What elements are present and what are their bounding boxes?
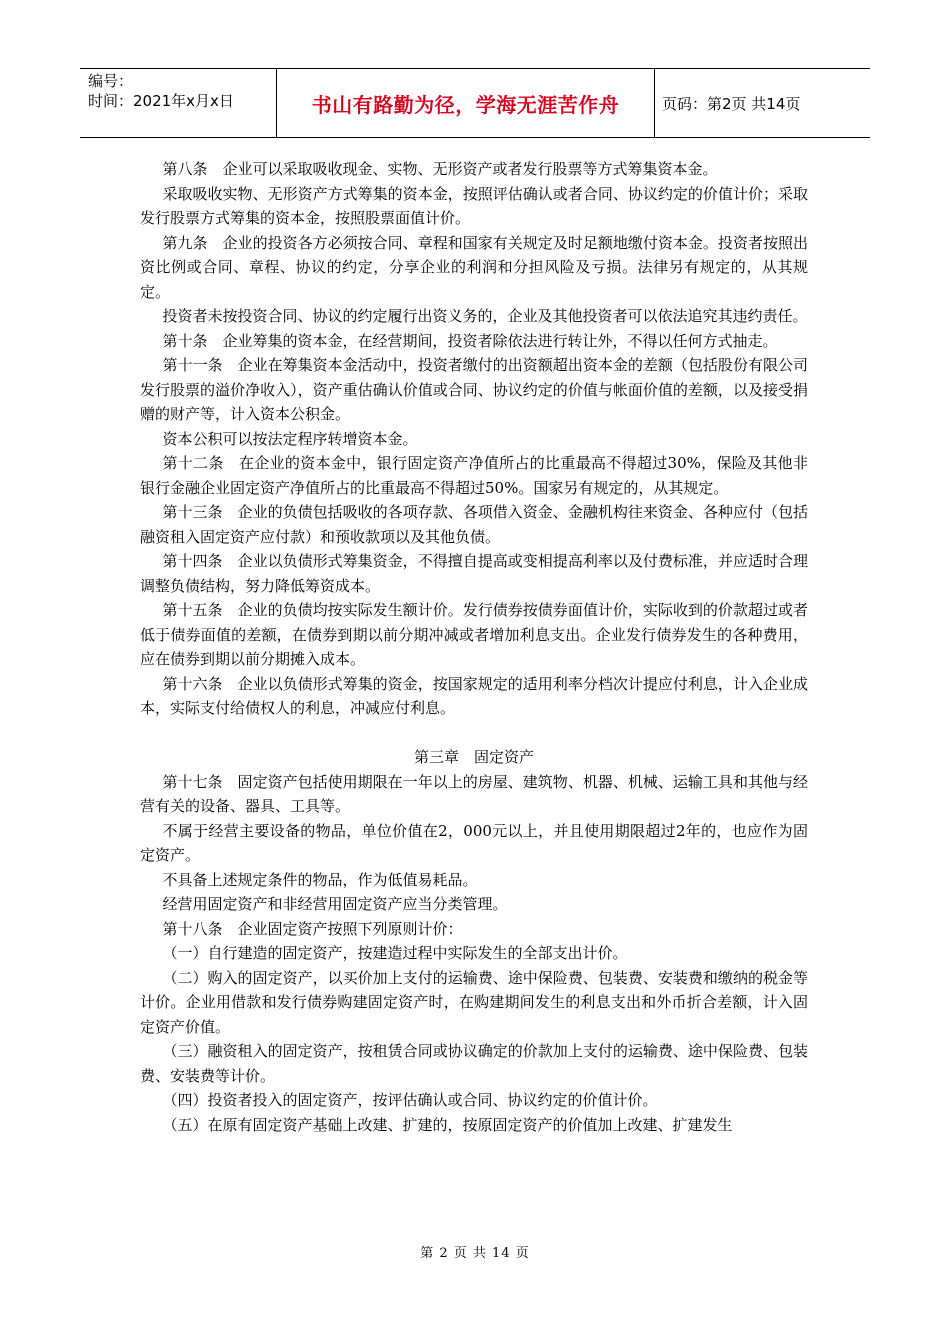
- paragraph: 第八条 企业可以采取吸收现金、实物、无形资产或者发行股票等方式筹集资本金。: [162, 160, 718, 178]
- paragraph: 第十五条 企业的负债均按实际发生额计价。发行债券按债券面值计价，实际收到的价款超过或者低于债券面值的差额，在债券到期以前分期冲减或者增加利息支出。企业发行债券发生的各种费用，应在债券到期以前分期摊入成本。: [140, 601, 808, 668]
- paragraph: 投资者未按投资合同、协议的约定履行出资义务的，企业及其他投资者可以依法追究其违约责任。: [162, 307, 808, 325]
- paragraph: 第十四条 企业以负债形式筹集资金，不得擅自提高或变相提高利率以及付费标准，并应适时合理调整负债结构，努力降低筹资成本。: [140, 552, 808, 595]
- paragraph: 不属于经营主要设备的物品，单位价值在2，000元以上，并且使用期限超过2年的，也应作为固定资产。: [140, 821, 808, 864]
- paragraph: （二）购入的固定资产，以买价加上支付的运输费、途中保险费、包装费、安装费和缴纳的税金等计价。企业用借款和发行债券购建固定资产时，在购建期间发生的利息支出和外币折合差额，计入固定资产价值。: [140, 968, 808, 1036]
- paragraph: 第十八条 企业固定资产按照下列原则计价：: [162, 919, 463, 938]
- document-date-label: 时间：2021年x月x日: [88, 92, 234, 110]
- paragraph: 经营用固定资产和非经营用固定资产应当分类管理。: [162, 895, 508, 913]
- paragraph: （四）投资者投入的固定资产，按评估确认或合同、协议约定的价值计价。: [162, 1091, 658, 1109]
- document-body: [140, 157, 808, 1137]
- document-number-label: 编号：: [88, 72, 134, 90]
- header-meta: [88, 71, 274, 111]
- paragraph: （一）自行建造的固定资产，按建造过程中实际发生的全部支出计价。: [162, 944, 628, 962]
- page-footer: 第 2 页 共 14 页: [420, 1246, 530, 1261]
- paragraph: （五）在原有固定资产基础上改建、扩建的，按原固定资产的价值加上改建、扩建发生: [162, 1115, 733, 1134]
- header-page-number: 页码：第2页 共14页: [662, 94, 801, 113]
- chapter-title: 第三章 固定资产: [413, 748, 534, 766]
- paragraph: 不具备上述规定条件的物品，作为低值易耗品。: [162, 870, 478, 889]
- header-divider: [654, 69, 655, 137]
- paragraph: 第十条 企业筹集的资本金，在经营期间，投资者除依法进行转让外，不得以任何方式抽走。: [162, 331, 778, 350]
- page-header: [80, 68, 870, 138]
- paragraph: 第十二条 在企业的资本金中，银行固定资产净值所占的比重最高不得超过30%，保险及其他非银行金融企业固定资产净值所占的比重最高不得超过50%。国家另有规定的，从其规定。: [140, 454, 808, 497]
- header-motto: 书山有路勤为径，学海无涯苦作舟: [311, 92, 620, 117]
- paragraph: 第十三条 企业的负债包括吸收的各项存款、各项借入资金、金融机构往来资金、各种应付（包括融资租入固定资产应付款）和预收款项以及其他负债。: [140, 503, 808, 546]
- paragraph: 第九条 企业的投资各方必须按合同、章程和国家有关规定及时足额地缴付资本金。投资者按照出资比例或合同、章程、协议的约定，分享企业的利润和分担风险及亏损。法律另有规定的，从其规定。: [140, 233, 808, 301]
- paragraph: 第十七条 固定资产包括使用期限在一年以上的房屋、建筑物、机器、机械、运输工具和其他与经营有关的设备、器具、工具等。: [140, 772, 808, 815]
- paragraph: （三）融资租入的固定资产，按租赁合同或协议确定的价款加上支付的运输费、途中保险费、包装费、安装费等计价。: [140, 1042, 808, 1085]
- paragraph: 采取吸收实物、无形资产方式筹集的资本金，按照评估确认或者合同、协议约定的价值计价；采取发行股票方式筹集的资本金，按照股票面值计价。: [140, 184, 808, 227]
- paragraph: 第十六条 企业以负债形式筹集的资金，按国家规定的适用利率分档次计提应付利息，计入企业成本，实际支付给债权人的利息，冲减应付利息。: [140, 674, 808, 717]
- paragraph: 第十一条 企业在筹集资本金活动中，投资者缴付的出资额超出资本金的差额（包括股份有限公司发行股票的溢价净收入），资产重估确认价值或合同、协议约定的价值与帐面价值的差额，以及接受捐赠的财产等，计入资本公积金。: [140, 356, 808, 423]
- paragraph: 资本公积可以按法定程序转增资本金。: [162, 429, 418, 448]
